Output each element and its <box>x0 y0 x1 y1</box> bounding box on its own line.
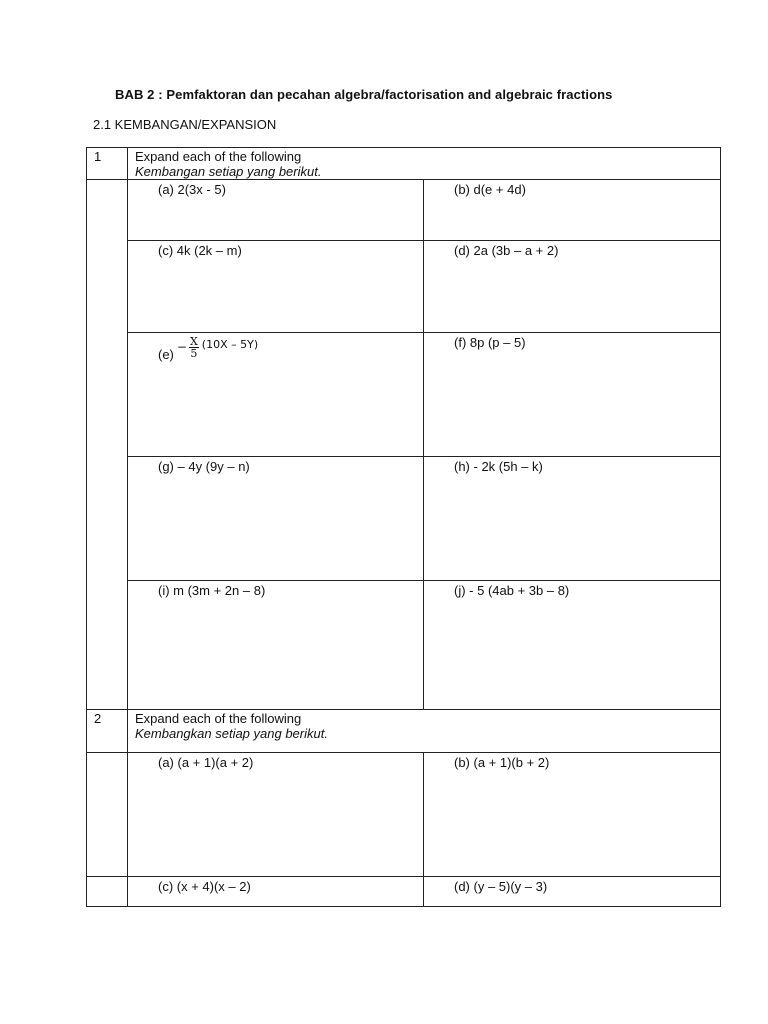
item-1h: (h) - 2k (5h – k) <box>424 457 721 581</box>
minus-sign: − <box>176 340 187 354</box>
fraction <box>189 336 199 359</box>
item-1f: (f) 8p (p – 5) <box>424 333 721 457</box>
item-1i: (i) m (3m + 2n – 8) <box>128 581 424 710</box>
item-1j: (j) - 5 (4ab + 3b – 8) <box>424 581 721 710</box>
fraction-numerator: X <box>189 335 198 348</box>
question-2-header <box>87 710 721 753</box>
table-row <box>87 753 721 877</box>
instruction-english: Expand each of the following <box>135 149 302 164</box>
table-row <box>87 581 721 710</box>
item-2d: (d) (y – 5)(y – 3) <box>424 877 721 907</box>
question-1-header <box>87 148 721 180</box>
instruction-malay: Kembangan setiap yang berikut. <box>135 164 322 179</box>
table-row <box>87 877 721 907</box>
question-number: 2 <box>87 710 128 753</box>
fraction-denominator: 5 <box>190 347 198 360</box>
item-2c: (c) (x + 4)(x – 2) <box>128 877 424 907</box>
number-column-blank <box>87 753 128 877</box>
number-column-blank <box>87 180 128 710</box>
table-row <box>87 180 721 241</box>
instruction-malay: Kembangkan setiap yang berikut. <box>135 726 328 741</box>
item-1e <box>128 333 424 457</box>
table-row <box>87 333 721 457</box>
item-1e-label: (e) <box>158 347 174 362</box>
item-1g: (g) – 4y (9y – n) <box>128 457 424 581</box>
item-1a: (a) 2(3x - 5) <box>128 180 424 241</box>
table-row <box>87 457 721 581</box>
item-1b: (b) d(e + 4d) <box>424 180 721 241</box>
page-title: BAB 2 : Pemfaktoran dan pecahan algebra/factorisation and algebraic fractions <box>115 87 613 102</box>
number-column-blank <box>87 877 128 907</box>
section-heading: 2.1 KEMBANGAN/EXPANSION <box>93 117 277 132</box>
worksheet-table <box>86 147 721 907</box>
question-instruction <box>128 148 721 180</box>
question-instruction <box>128 710 721 753</box>
item-2b: (b) (a + 1)(b + 2) <box>424 753 721 877</box>
item-1d: (d) 2a (3b – a + 2) <box>424 241 721 333</box>
item-1c: (c) 4k (2k – m) <box>128 241 424 333</box>
item-1e-expression: (10X – 5Y) <box>201 338 259 351</box>
item-2a: (a) (a + 1)(a + 2) <box>128 753 424 877</box>
question-number: 1 <box>87 148 128 180</box>
instruction-english: Expand each of the following <box>135 711 302 726</box>
fraction-expression <box>158 333 258 362</box>
table-row <box>87 241 721 333</box>
